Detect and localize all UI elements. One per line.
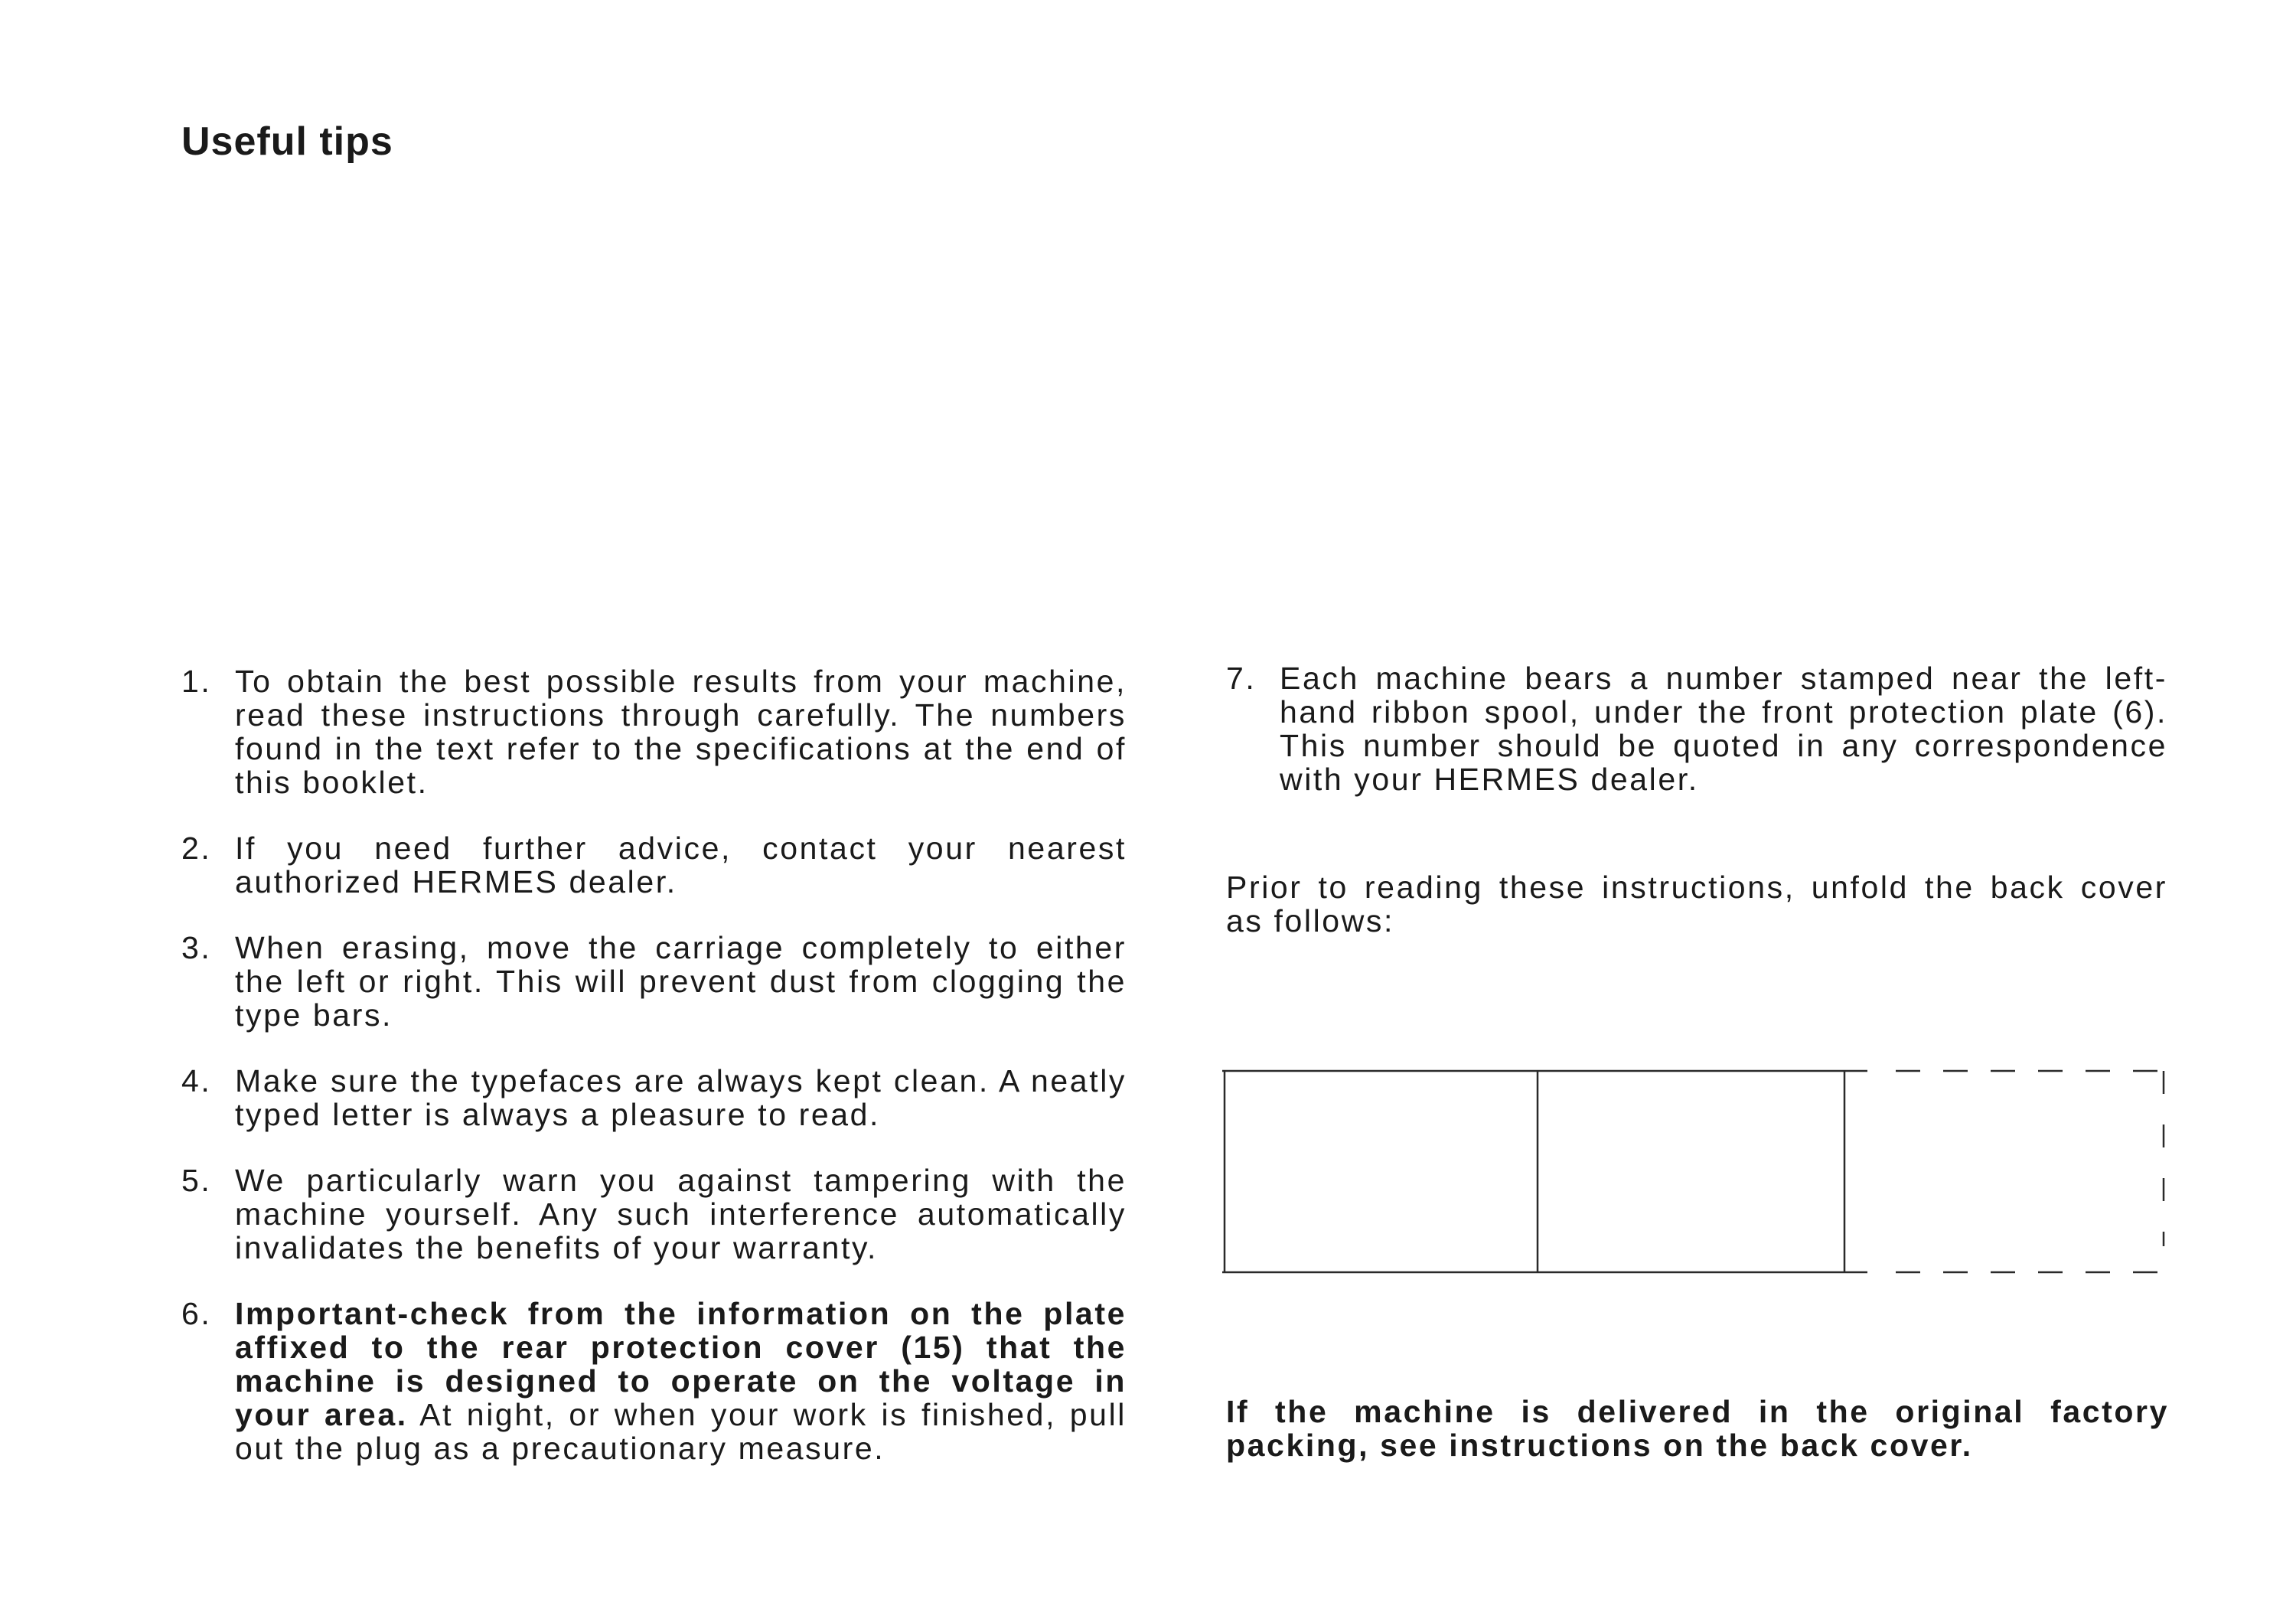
tips-list-right <box>1226 661 2167 828</box>
tip-number: 3. <box>181 930 212 965</box>
tip-text-rest: At night, or when your work is finished, pull out the plug as a precautionary measure. <box>235 1397 1127 1466</box>
tip-item <box>181 1297 1127 1465</box>
tip-item <box>1226 661 2167 796</box>
tip-number: 2. <box>181 831 212 866</box>
tip-text: When erasing, move the carriage completely to either the left or right. This will prevent dust from clogging the type bars. <box>235 930 1127 1033</box>
page-title: Useful tips <box>181 119 393 164</box>
tip-number: 7. <box>1226 661 1257 696</box>
tip-important-text: Important-check from the information on the plate affixed to the rear protection cover (15) that the machine is designed to operate on the voltage in your area. <box>235 1296 1127 1432</box>
fold-diagram <box>1221 1056 2174 1286</box>
tip-number: 1. <box>181 664 212 699</box>
tip-text: Each machine bears a number stamped near the left-hand ribbon spool, under the front protection plate (6). This number should be quoted in any correspondence with your HERMES dealer. <box>1280 661 2167 797</box>
tip-item <box>181 1064 1127 1131</box>
unfold-instruction-text: Prior to reading these instructions, unfold the back cover as follows: <box>1226 870 2167 938</box>
tip-item <box>181 931 1127 1032</box>
tip-text <box>235 1297 1127 1465</box>
tip-item <box>181 664 1127 799</box>
tip-text: If you need further advice, contact your nearest authorized HERMES dealer. <box>235 831 1127 899</box>
tip-text: We particularly warn you against tampering with the machine yourself. Any such interference automatically invalidates the benefits of your warranty. <box>235 1163 1127 1265</box>
tip-item <box>181 831 1127 899</box>
tip-item <box>181 1164 1127 1265</box>
factory-packing-note: If the machine is delivered in the original factory packing, see instructions on the back cover. <box>1226 1394 2169 1463</box>
tip-number: 5. <box>181 1163 212 1198</box>
tip-text: Make sure the typefaces are always kept clean. A neatly typed letter is always a pleasure to read. <box>235 1063 1127 1132</box>
tip-number: 6. <box>181 1296 212 1331</box>
tip-text: To obtain the best possible results from your machine, read these instructions through carefully. The numbers found in the text refer to the specifications at the end of this booklet. <box>235 664 1127 800</box>
tip-number: 4. <box>181 1063 212 1098</box>
tips-list-left <box>181 664 1127 1497</box>
